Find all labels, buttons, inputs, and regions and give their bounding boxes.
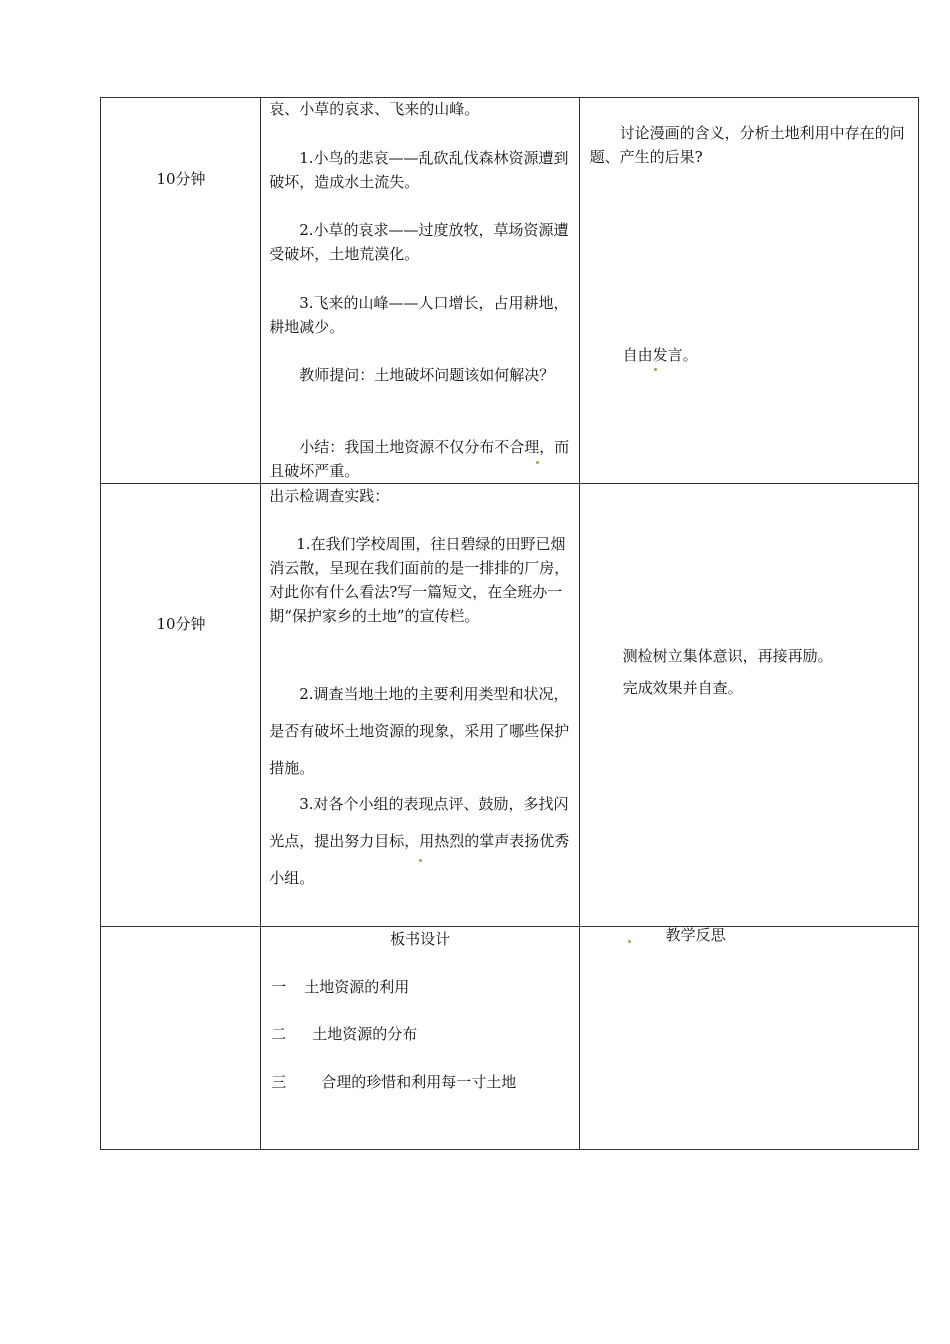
teacher-text: 2.小草的哀求——过度放牧，草场资源遭受破坏，土地荒漠化。 [269, 221, 569, 263]
empty-cell [101, 927, 261, 1150]
student-activity-cell [579, 484, 918, 927]
lesson-plan-table [100, 97, 919, 1150]
student-text: 讨论漫画的含义，分析土地利用中存在的问题、产生的后果? [589, 124, 905, 166]
time-cell [101, 98, 261, 484]
board-design-title: 板书设计 [390, 930, 451, 948]
teacher-text: 2.调查当地土地的主要利用类型和状况，是否有破坏土地资源的现象，采用了哪些保护措施。 [269, 685, 570, 777]
reflection-cell [579, 927, 918, 1150]
time-label: 10分钟 [156, 170, 206, 188]
decorative-dot [628, 940, 631, 943]
board-item-text: 合理的珍惜和利用每一寸土地 [321, 1073, 517, 1091]
board-item [271, 1022, 571, 1046]
table-row [101, 98, 919, 484]
decorative-dot [654, 368, 657, 371]
teacher-activity-cell [261, 98, 579, 484]
time-cell [101, 484, 261, 927]
teacher-text: 教师提问：土地破坏问题该如何解决？ [299, 366, 555, 384]
board-item-number: 三 [271, 1073, 287, 1091]
board-item-text: 土地资源的分布 [312, 1025, 418, 1043]
student-text: 自由发言。 [622, 346, 698, 364]
board-item-text: 土地资源的利用 [304, 978, 410, 996]
teacher-activity-cell [261, 484, 579, 927]
board-item [271, 1070, 571, 1094]
teacher-text: 出示检调查实践： [269, 487, 390, 505]
student-activity-cell [579, 98, 918, 484]
student-text: 测检树立集体意识，再接再励。 [622, 647, 833, 665]
board-item-number: 一 [271, 978, 287, 996]
board-item-number: 二 [271, 1025, 287, 1043]
teacher-text: 1.小鸟的悲哀——乱砍乱伐森林资源遭到破坏，造成水土流失。 [269, 149, 569, 191]
teacher-text: 3.对各个小组的表现点评、鼓励，多找闪光点，提出努力目标，用热烈的掌声表扬优秀小组。 [269, 795, 570, 887]
board-item [271, 975, 571, 999]
table-row [101, 927, 919, 1150]
reflection-title: 教学反思 [665, 926, 726, 944]
board-design-cell [261, 927, 579, 1150]
time-label: 10分钟 [156, 615, 206, 633]
table-row [101, 484, 919, 927]
student-text: 完成效果并自查。 [622, 679, 743, 697]
teacher-text: 1.在我们学校周围，往日碧绿的田野已烟消云散，呈现在我们面前的是一排排的厂房，对此你有什么看法?写一篇短文，在全班办一期“保护家乡的土地”的宣传栏。 [269, 535, 570, 625]
teacher-text: 哀、小草的哀求、飞来的山峰。 [269, 100, 480, 118]
teacher-text: 3.飞来的山峰——人口增长，占用耕地，耕地减少。 [269, 294, 569, 336]
teacher-text: 小结：我国土地资源不仅分布不合理，而且破坏严重。 [269, 438, 570, 480]
